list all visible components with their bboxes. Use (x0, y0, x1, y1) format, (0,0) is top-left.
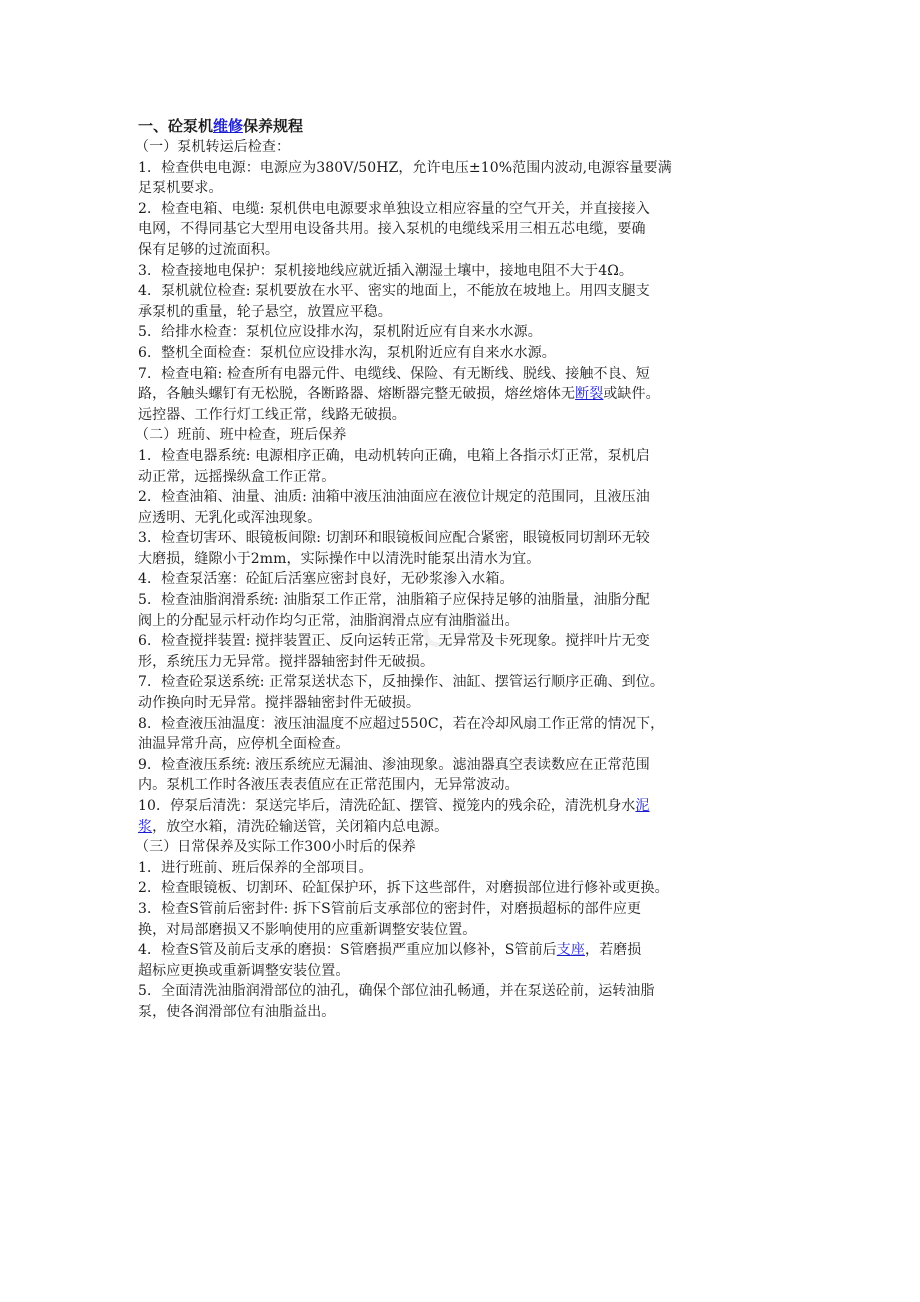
paragraph-line: 超标应更换或重新调整安装位置。 (138, 962, 350, 979)
paragraph-line: 5．给排水检查：泵机位应设排水沟，泵机附近应有自来水水源。 (138, 324, 542, 341)
paragraph-line: 泵，使各润滑部位有油脂益出。 (138, 1003, 336, 1020)
paragraph-line: 5．检查油脂润滑系统: 油脂泵工作正常，油脂箱子应保持足够的油脂量，油脂分配 (138, 592, 650, 609)
link-weixiu[interactable]: 维修 (213, 117, 244, 135)
paragraph-line: 4．检查泵活塞：砼缸后活塞应密封良好，无砂浆渗入水箱。 (138, 571, 514, 588)
paragraph-line: 2．检查眼镜板、切割环、砼缸保护环，拆下这些部件，对磨损部位进行修补或更换。 (138, 880, 669, 897)
paragraph-line: 2．检查油箱、油量、油质: 油箱中液压油油面应在液位计规定的范围同，且液压油 (138, 489, 650, 506)
paragraph-line: 保有足够的过流面积。 (138, 241, 279, 258)
paragraph-line: 1．检查电器系统: 电源相序正确，电动机转向正确，电箱上各指示灯正常，泵机启 (138, 447, 650, 464)
section-heading-1: （一）泵机转运后检查： (135, 139, 291, 155)
paragraph-line: 3．检查接地电保护：泵机接地线应就近插入潮湿土壤中，接地电阻不大于4Ω。 (138, 262, 634, 279)
paragraph-line: 换，对局部磨损又不影响使用的应重新调整安装位置。 (138, 921, 477, 938)
link-zhizuo[interactable]: 支座 (556, 942, 585, 959)
paragraph-line: 大磨损，缝隙小于2mm，实际操作中以清洗时能泵出清水为宜。 (138, 550, 541, 567)
paragraph-line: 应透明、无乳化或浑浊现象。 (138, 509, 322, 526)
paragraph-line: 3．检查S管前后密封件: 拆下S管前后支承部位的密封件，对磨损超标的部件应更 (138, 900, 642, 917)
paragraph-line: 1．进行班前、班后保养的全部项目。 (138, 859, 373, 876)
paragraph-line: 10．停泵后清洗：泵送完毕后，清洗砼缸、摆管、搅笼内的残余砼，清洗机身水泥 (138, 798, 650, 814)
paragraph-line: 1．检查供电电源：电源应为380V/50HZ，允许电压±10%范围内波动,电源容量要满 (138, 159, 672, 176)
paragraph-line: 形，系统压力无异常。搅拌器轴密封件无破损。 (138, 653, 435, 670)
paragraph-line: 9．检查液压系统: 液压系统应无漏油、渗油现象。滤油器真空表读数应在正常范围 (138, 756, 650, 773)
paragraph-line: 5．全面清洗油脂润滑部位的油孔，确保个部位油孔畅通，并在泵送砼前，运转油脂 (138, 983, 655, 1000)
link-nijiang-part2[interactable]: 浆 (138, 818, 153, 835)
paragraph-line: 4．泵机就位检查: 泵机要放在水平、密实的地面上，不能放在坡地上。用四支腿支 (138, 283, 650, 300)
paragraph-line: 动作换向时无异常。搅拌器轴密封件无破损。 (138, 695, 420, 712)
paragraph-line: 6．整机全面检查：泵机位应设排水沟，泵机附近应有自来水水源。 (138, 344, 556, 361)
document-body (135, 110, 788, 1023)
paragraph-line: 动正常，远摇操纵盒工作正常。 (138, 468, 336, 485)
link-nijiang-part1[interactable]: 泥 (635, 798, 650, 814)
paragraph-line: 阀上的分配显示杆动作均匀正常，油脂润滑点应有油脂溢出。 (138, 612, 519, 629)
paragraph-line: 8．检查液压油温度：液压油温度不应超过550C，若在冷却风扇工作正常的情况下， (138, 715, 665, 732)
paragraph-line: 远控器、工作行灯工线正常，线路无破损。 (138, 406, 406, 423)
paragraph-line: 油温异常升高，应停机全面检查。 (138, 736, 350, 753)
paragraph-line: 4．检查S管及前后支承的磨损：S管磨损严重应加以修补，S管前后支座，若磨损 (138, 942, 642, 959)
section-heading-2: （二）班前、班中检查，班后保养 (135, 427, 347, 444)
paragraph-line: 内。泵机工作时各液压表表值应在正常范围内，无异常波动。 (138, 777, 519, 794)
section-heading-3: （三）日常保养及实际工作300小时后的保养 (135, 839, 416, 856)
paragraph-line: 2．检查电箱、电缆: 泵机供电电源要求单独设立相应容量的空气开关，并直接接入 (138, 200, 650, 217)
watermark: .cn (400, 592, 491, 660)
paragraph-line: 7．检查砼泵送系统: 正常泵送状态下，反抽操作、油缸、摆管运行顺序正确、到位。 (138, 674, 664, 691)
page-title: 一、砼泵机维修保养规程 (138, 117, 304, 135)
paragraph-line: 3．检查切害环、眼镜板间隙: 切割环和眼镜板间应配合紧密，眼镜板同切割环无较 (138, 530, 650, 547)
paragraph-line: 7．检查电箱: 检查所有电器元件、电缆线、保险、有无断线、脱线、接触不良、短 (138, 365, 650, 382)
paragraph-line: 承泵机的重量，轮子悬空，放置应平稳。 (138, 303, 392, 320)
link-duanlie[interactable]: 断裂 (575, 386, 604, 403)
paragraph-line: 足泵机要求。 (138, 180, 223, 197)
paragraph-line: 6．检查搅拌装置: 搅拌装置正、反向运转正常，无异常及卡死现象。搅拌叶片无变 (138, 633, 650, 650)
paragraph-line: 浆，放空水箱，清洗砼输送管，关闭箱内总电源。 (138, 818, 449, 835)
paragraph-line: 路，各触头螺钉有无松脱，各断路器、熔断器完整无破损，熔丝熔体无断裂或缺件。 (138, 386, 660, 403)
paragraph-line: 电网，不得同基它大型用电设备共用。接入泵机的电缆线采用三相五芯电缆，要确 (138, 221, 646, 238)
